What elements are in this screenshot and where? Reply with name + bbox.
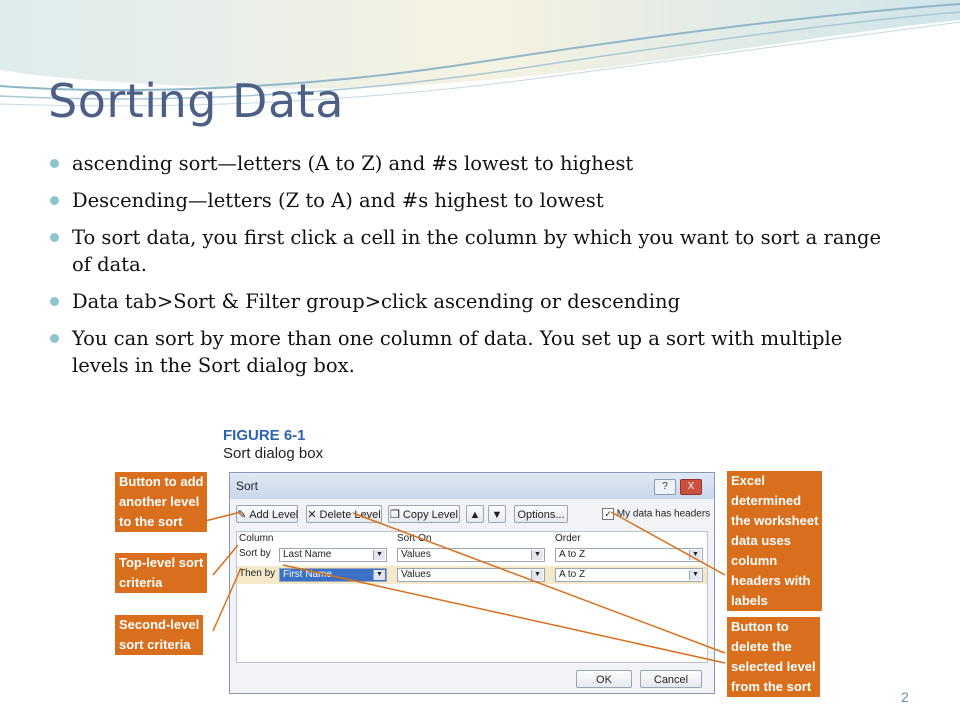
dropdown-arrow-icon: ▼	[531, 570, 543, 580]
bullet-dot-icon	[50, 159, 59, 168]
then-by-sort-on-select[interactable]: Values ▼	[397, 568, 545, 582]
sort-dialog-figure	[113, 425, 833, 697]
dropdown-arrow-icon: ▼	[689, 570, 701, 580]
copy-level-button[interactable]: ❐ Copy Level	[388, 505, 460, 523]
bullet-list	[48, 150, 888, 389]
callout-second-level: Second-level sort criteria	[115, 615, 203, 655]
headers-checkbox-row[interactable]	[602, 508, 710, 520]
dropdown-arrow-icon: ▼	[373, 570, 385, 580]
sort-dialog	[229, 472, 715, 694]
move-down-button[interactable]	[488, 505, 506, 523]
bullet-item: Descending—letters (Z to A) and #s highest to lowest	[48, 187, 888, 214]
then-by-column-select[interactable]: First Name ▼	[279, 568, 387, 582]
bullet-dot-icon	[50, 233, 59, 242]
callout-top-level: Top-level sort criteria	[115, 553, 207, 593]
add-level-icon: ✎	[237, 509, 247, 521]
slide-title: Sorting Data	[48, 74, 344, 128]
column-header-column: Column	[239, 533, 274, 544]
delete-icon: ✕	[307, 509, 317, 521]
bullet-item: You can sort by more than one column of data. You set up a sort with multiple levels in the Sort dialog box.	[48, 325, 888, 379]
then-by-order-select[interactable]: A to Z ▼	[555, 568, 703, 582]
sort-by-sort-on-select[interactable]: Values ▼	[397, 548, 545, 562]
sort-by-column-select[interactable]: Last Name ▼	[279, 548, 387, 562]
checkbox-checked-icon[interactable]: ✓	[602, 508, 614, 520]
dialog-title: Sort	[236, 479, 259, 493]
bullet-item: To sort data, you first click a cell in the column by which you want to sort a range of data.	[48, 224, 888, 278]
ok-button[interactable]: OK	[576, 670, 632, 688]
dropdown-arrow-icon: ▼	[373, 550, 385, 560]
figure-caption: Sort dialog box	[223, 445, 324, 462]
bullet-item: Data tab>Sort & Filter group>click ascending or descending	[48, 288, 888, 315]
callout-delete-level: Button to delete the selected level from the sort	[727, 617, 820, 697]
sort-levels-grid	[236, 531, 708, 663]
dialog-titlebar	[230, 473, 714, 499]
add-level-button[interactable]: ✎ Add Level	[236, 505, 298, 523]
bullet-item: ascending sort—letters (A to Z) and #s lowest to highest	[48, 150, 888, 177]
help-button[interactable]: ?	[654, 479, 676, 495]
callout-add-level: Button to add another level to the sort	[115, 472, 207, 532]
bullet-dot-icon	[50, 334, 59, 343]
close-button[interactable]: X	[680, 479, 702, 495]
bullet-dot-icon	[50, 196, 59, 205]
arrow-down-icon: ▼	[491, 509, 503, 521]
arrow-up-icon: ▲	[469, 509, 481, 521]
column-header-sort-on: Sort On	[397, 533, 432, 544]
figure-number: FIGURE 6-1	[223, 427, 306, 444]
dropdown-arrow-icon: ▼	[531, 550, 543, 560]
cancel-button[interactable]: Cancel	[640, 670, 702, 688]
headers-checkbox-label: My data has headers	[616, 508, 711, 520]
page-number: 2	[901, 689, 909, 705]
move-up-button[interactable]	[466, 505, 484, 523]
bullet-dot-icon	[50, 297, 59, 306]
delete-level-button[interactable]: ✕ Delete Level	[306, 505, 382, 523]
callout-headers: Excel determined the worksheet data uses column headers with labels	[727, 471, 822, 611]
row-label-sort-by: Sort by	[239, 548, 271, 559]
column-header-order: Order	[555, 533, 581, 544]
copy-icon: ❐	[390, 509, 400, 521]
options-button[interactable]: Options...	[514, 505, 568, 523]
sort-by-order-select[interactable]: A to Z ▼	[555, 548, 703, 562]
dropdown-arrow-icon: ▼	[689, 550, 701, 560]
row-label-then-by: Then by	[239, 568, 276, 579]
